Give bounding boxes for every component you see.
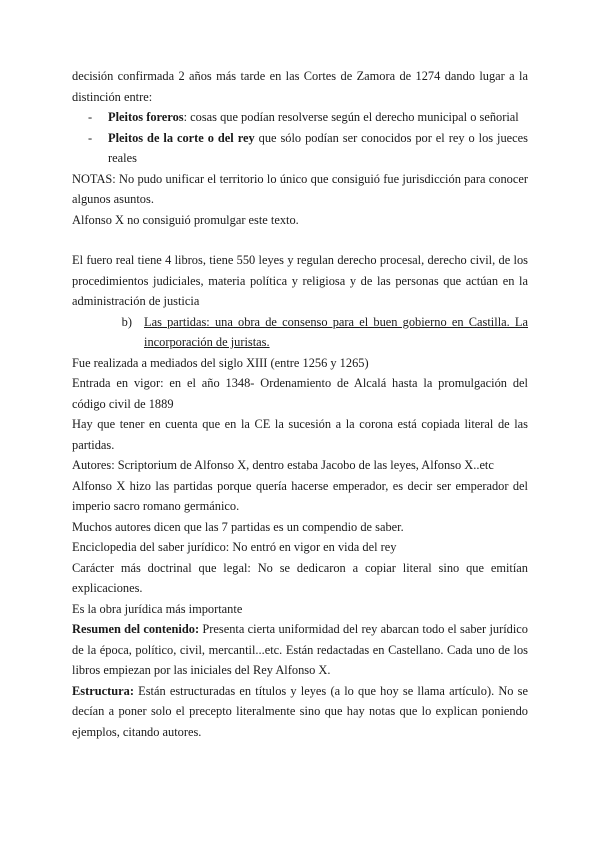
paragraph-ce: Hay que tener en cuenta que en la CE la sucesión a la corona está copiada literal de las partidas. (72, 417, 528, 452)
bullet-marker: - (88, 130, 93, 145)
bullet-text: que sólo podían ser conocidos por el rey o los jueces reales (108, 130, 528, 165)
fuero-real-paragraph: El fuero real tiene 4 libros, tiene 550 leyes y regulan derecho procesal, derecho civil, de los procedimientos judiciales, materia política y religiosa y de las personas que actúan en la administración de justicia (72, 253, 528, 308)
paragraph-autores: Autores: Scriptorium de Alfonso X, dentro estaba Jacobo de las leyes, Alfonso X..etc (72, 458, 494, 472)
bullet-pleitos-foreros (72, 107, 528, 128)
bullet-term: Pleitos foreros (108, 110, 184, 124)
paragraph-obra: Es la obra jurídica más importante (72, 601, 243, 616)
notas-paragraph: NOTAS: No pudo unificar el territorio lo único que consiguió fue jurisdicción para conocer algunos asuntos. (72, 171, 528, 206)
section-b-heading (72, 312, 528, 353)
alfonso-note: Alfonso X no consiguió promulgar este texto. (72, 212, 299, 227)
estructura-paragraph (72, 681, 528, 743)
estructura-text: Están estructuradas en títulos y leyes (a lo que hoy se llama artículo). No se decían a poner solo el precepto literalmente sino que hay notas que lo explican poniendo ejemplos, citando autores. (72, 683, 528, 739)
section-marker: b) (121, 314, 132, 329)
bullet-text: : cosas que podían resolverse según el derecho municipal o señorial (183, 110, 519, 124)
bullet-term: Pleitos de la corte o del rey (108, 130, 255, 145)
paragraph-compendio: Muchos autores dicen que las 7 partidas es un compendio de saber. (72, 519, 404, 534)
bullet-marker: - (88, 110, 93, 124)
intro-paragraph: decisión confirmada 2 años más tarde en las Cortes de Zamora de 1274 dando lugar a la distinción entre: (72, 69, 528, 104)
paragraph-fecha: Fue realizada a mediados del siglo XIII (entre 1256 y 1265) (72, 355, 369, 370)
section-title: Las partidas: una obra de consenso para el buen gobierno en Castilla. La incorporación de juristas. (144, 314, 528, 349)
resumen-text: Presenta cierta uniformidad del rey abarcan todo el saber jurídico de la época, político, civil, mercantil...etc. Están redactadas en Castellano. Cada uno de los libros empiezan por las iniciales del Rey Alfonso X. (72, 622, 528, 677)
resumen-paragraph (72, 619, 528, 681)
blank-line (72, 230, 528, 250)
paragraph-entrada-vigor: Entrada en vigor: en el año 1348- Ordenamiento de Alcalá hasta la promulgación del código civil de 1889 (72, 376, 528, 411)
bullet-pleitos-corte (72, 128, 528, 169)
paragraph-enciclopedia: Enciclopedia del saber jurídico: No entró en vigor en vida del rey (72, 540, 397, 554)
resumen-label: Resumen del contenido: (72, 622, 200, 636)
estructura-label: Estructura: (72, 683, 134, 698)
paragraph-emperador: Alfonso X hizo las partidas porque quería hacerse emperador, es decir ser emperador del imperio sacro romano germánico. (72, 478, 528, 513)
paragraph-caracter: Carácter más doctrinal que legal: No se dedicaron a copiar literal sino que emitían explicaciones. (72, 560, 528, 595)
